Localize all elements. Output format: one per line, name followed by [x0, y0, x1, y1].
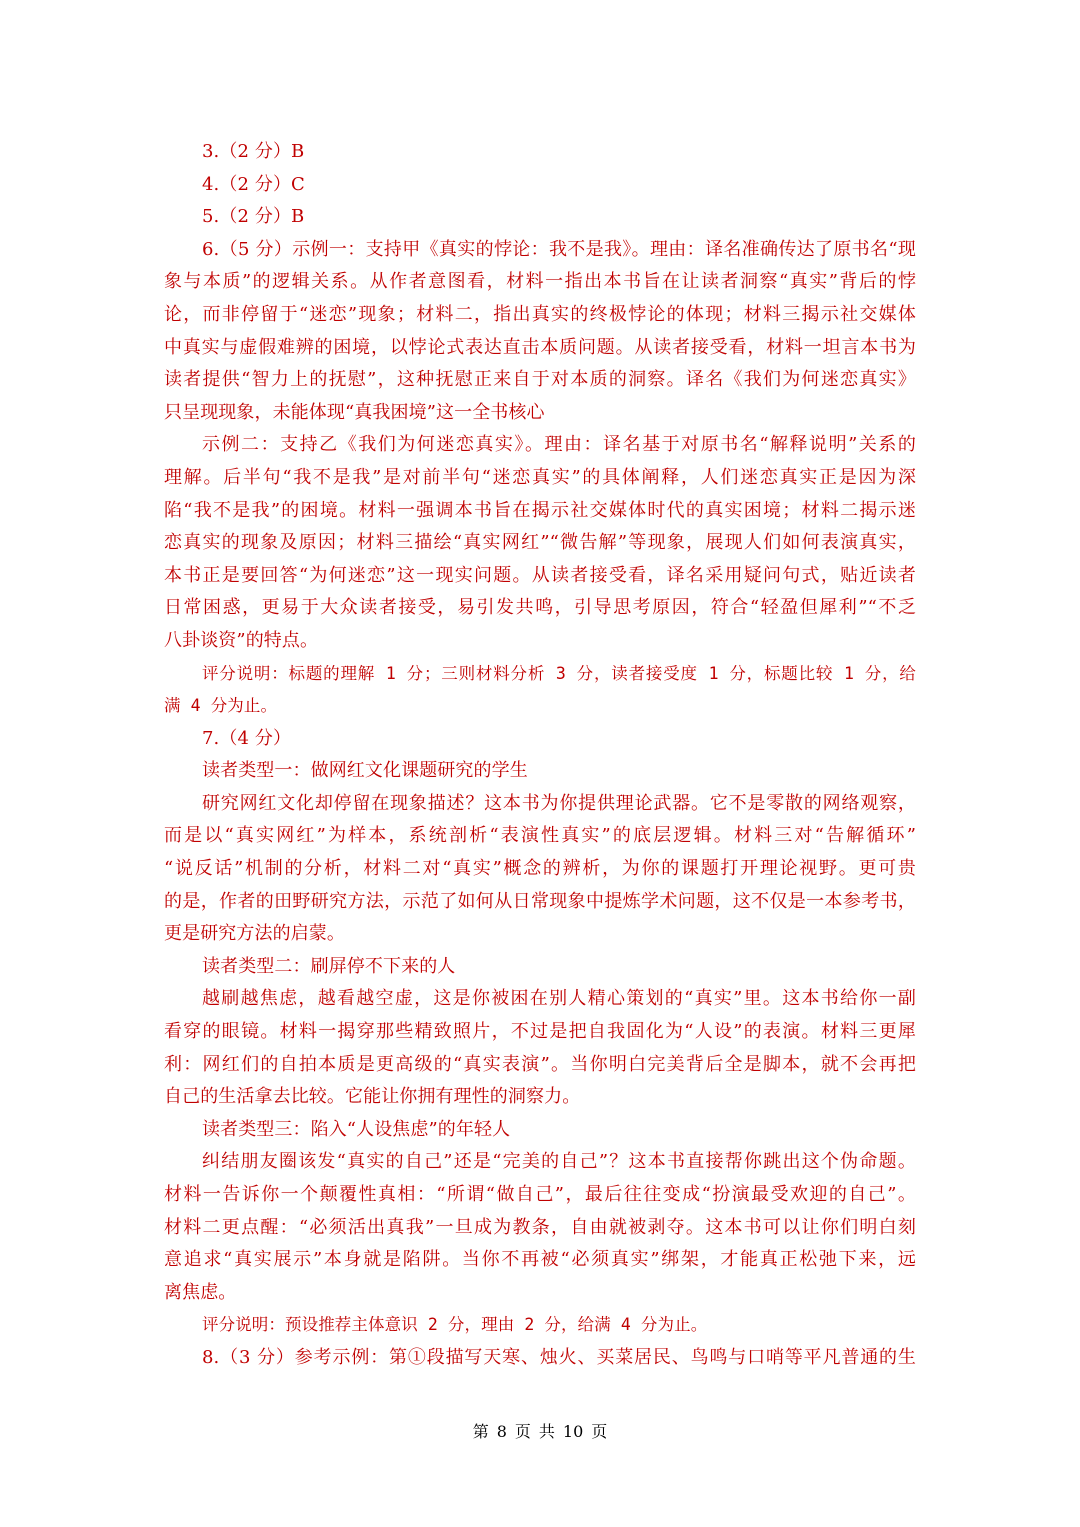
text-line: 读者提供“智力上的抚慰”，这种抚慰正来自于对本质的洞察。译名《我们为何迷恋真实》: [164, 369, 916, 391]
footer-page-number: 8: [496, 1422, 507, 1441]
text-line: 论，而非停留于“迷恋”现象；材料二，指出真实的终极悖论的体现；材料三揭示社交媒体: [164, 303, 916, 325]
text-line: 研究网红文化却停留在现象描述？这本书为你提供理论武器。它不是零散的网络观察，: [202, 792, 916, 814]
text-line: 恋真实的现象及原因；材料三描绘“真实网红”“微告解”等现象，展现人们如何表演真实，: [164, 532, 916, 554]
footer-gong: 共: [538, 1422, 555, 1441]
text-line: 只呈现现象，未能体现“真我困境”这一全书核心: [164, 401, 545, 423]
answer-q6-example2: [164, 429, 916, 657]
answer-q3: 3.（2 分）B: [202, 141, 305, 162]
text-line: 的是，作者的田野研究方法，示范了如何从日常现象中提炼学术问题，这不仅是一本参考书，: [164, 890, 916, 912]
text-line: 八卦谈资”的特点。: [164, 629, 319, 651]
footer-di: 第: [472, 1422, 489, 1441]
text-line: 6.（5 分）示例一：支持甲《真实的悖论：我不是我》。理由：译名准确传达了原书名“现: [202, 238, 916, 260]
text-line: 离焦虑。: [164, 1281, 237, 1303]
text-line: 纠结朋友圈该发“真实的自己”还是“完美的自己”？这本书直接帮你跳出这个伪命题。: [202, 1151, 916, 1173]
footer-ye2: 页: [591, 1422, 608, 1441]
answer-q8: 8.（3 分）参考示例：第①段描写天寒、烛火、买菜居民、鸟鸣与口哨等平凡普通的生: [202, 1346, 916, 1368]
reader-type1-body: [164, 788, 916, 951]
text-line: 象与本质”的逻辑关系。从作者意图看，材料一指出本书旨在让读者洞察“真实”背后的悖: [164, 271, 916, 293]
answer-q4: 4.（2 分）C: [202, 173, 305, 195]
q6-scoring-note: [164, 658, 916, 723]
text-line: 中真实与虚假难辨的困境，以悖论式表达直击本质问题。从读者接受看，材料一坦言本书为: [164, 336, 916, 358]
reader-type1-title: 读者类型一：做网红文化课题研究的学生: [202, 760, 528, 782]
text-line: 本书正是要回答“为何迷恋”这一现实问题。从读者接受看，译名采用疑问句式，贴近读者: [164, 564, 916, 586]
reader-type3-body: [164, 1146, 916, 1309]
footer-ye: 页: [514, 1422, 531, 1441]
answer-q6-example1: [164, 234, 916, 430]
text-line: 理解。后半句“我不是我”是对前半句“迷恋真实”的具体阐释，人们迷恋真实正是因为深: [164, 466, 916, 488]
page-footer: [0, 1419, 1080, 1442]
text-line: 越刷越焦虑，越看越空虚，这是你被困在别人精心策划的“真实”里。这本书给你一副: [202, 988, 916, 1010]
text-line: 意追求“真实展示”本身就是陷阱。当你不再被“必须真实”绑架，才能真正松弛下来，远: [164, 1249, 916, 1271]
text-line: 评分说明：标题的理解 1 分；三则材料分析 3 分，读者接受度 1 分，标题比较 1 分，给: [202, 663, 916, 683]
text-line: 自己的生活拿去比较。它能让你拥有理性的洞察力。: [164, 1086, 581, 1108]
answer-q5: 5.（2 分）B: [202, 206, 305, 228]
text-line: 示例二：支持乙《我们为何迷恋真实》。理由：译名基于对原书名“解释说明”关系的: [202, 434, 916, 456]
text-line: 利：网红们的自拍本质是更高级的“真实表演”。当你明白完美背后全是脚本，就不会再把: [164, 1053, 916, 1075]
answer-content: [164, 136, 916, 1375]
text-line: “说反话”机制的分析，材料二对“真实”概念的辨析，为你的课题打开理论视野。更可贵: [164, 858, 916, 880]
q7-scoring-note: 评分说明：预设推荐主体意识 2 分，理由 2 分，给满 4 分为止。: [202, 1315, 708, 1335]
text-line: 陷“我不是我”的困境。材料一强调本书旨在揭示社交媒体时代的真实困境；材料二揭示迷: [164, 499, 916, 521]
footer-total-pages: 10: [562, 1422, 584, 1441]
text-line: 材料二更点醒：“必须活出真我”一旦成为教条，自由就被剥夺。这本书可以让你们明白刻: [164, 1216, 916, 1238]
reader-type3-title: 读者类型三：陷入“人设焦虑”的年轻人: [202, 1118, 511, 1140]
text-line: 更是研究方法的启蒙。: [164, 923, 345, 945]
answer-q7-heading: 7.（4 分）: [202, 727, 292, 749]
text-line: 满 4 分为止。: [164, 696, 278, 716]
reader-type2-body: [164, 983, 916, 1113]
reader-type2-title: 读者类型二：刷屏停不下来的人: [202, 955, 456, 977]
text-line: 而是以“真实网红”为样本，系统剖析“表演性真实”的底层逻辑。材料三对“告解循环”: [164, 825, 916, 847]
text-line: 材料一告诉你一个颠覆性真相：“所谓“做自己”，最后往往变成“扮演最受欢迎的自己”。: [164, 1184, 916, 1205]
text-line: 日常困惑，更易于大众读者接受，易引发共鸣，引导思考原因，符合“轻盈但犀利”“不乏: [164, 597, 916, 619]
text-line: 看穿的眼镜。材料一揭穿那些精致照片，不过是把自我固化为“人设”的表演。材料三更犀: [164, 1021, 916, 1043]
